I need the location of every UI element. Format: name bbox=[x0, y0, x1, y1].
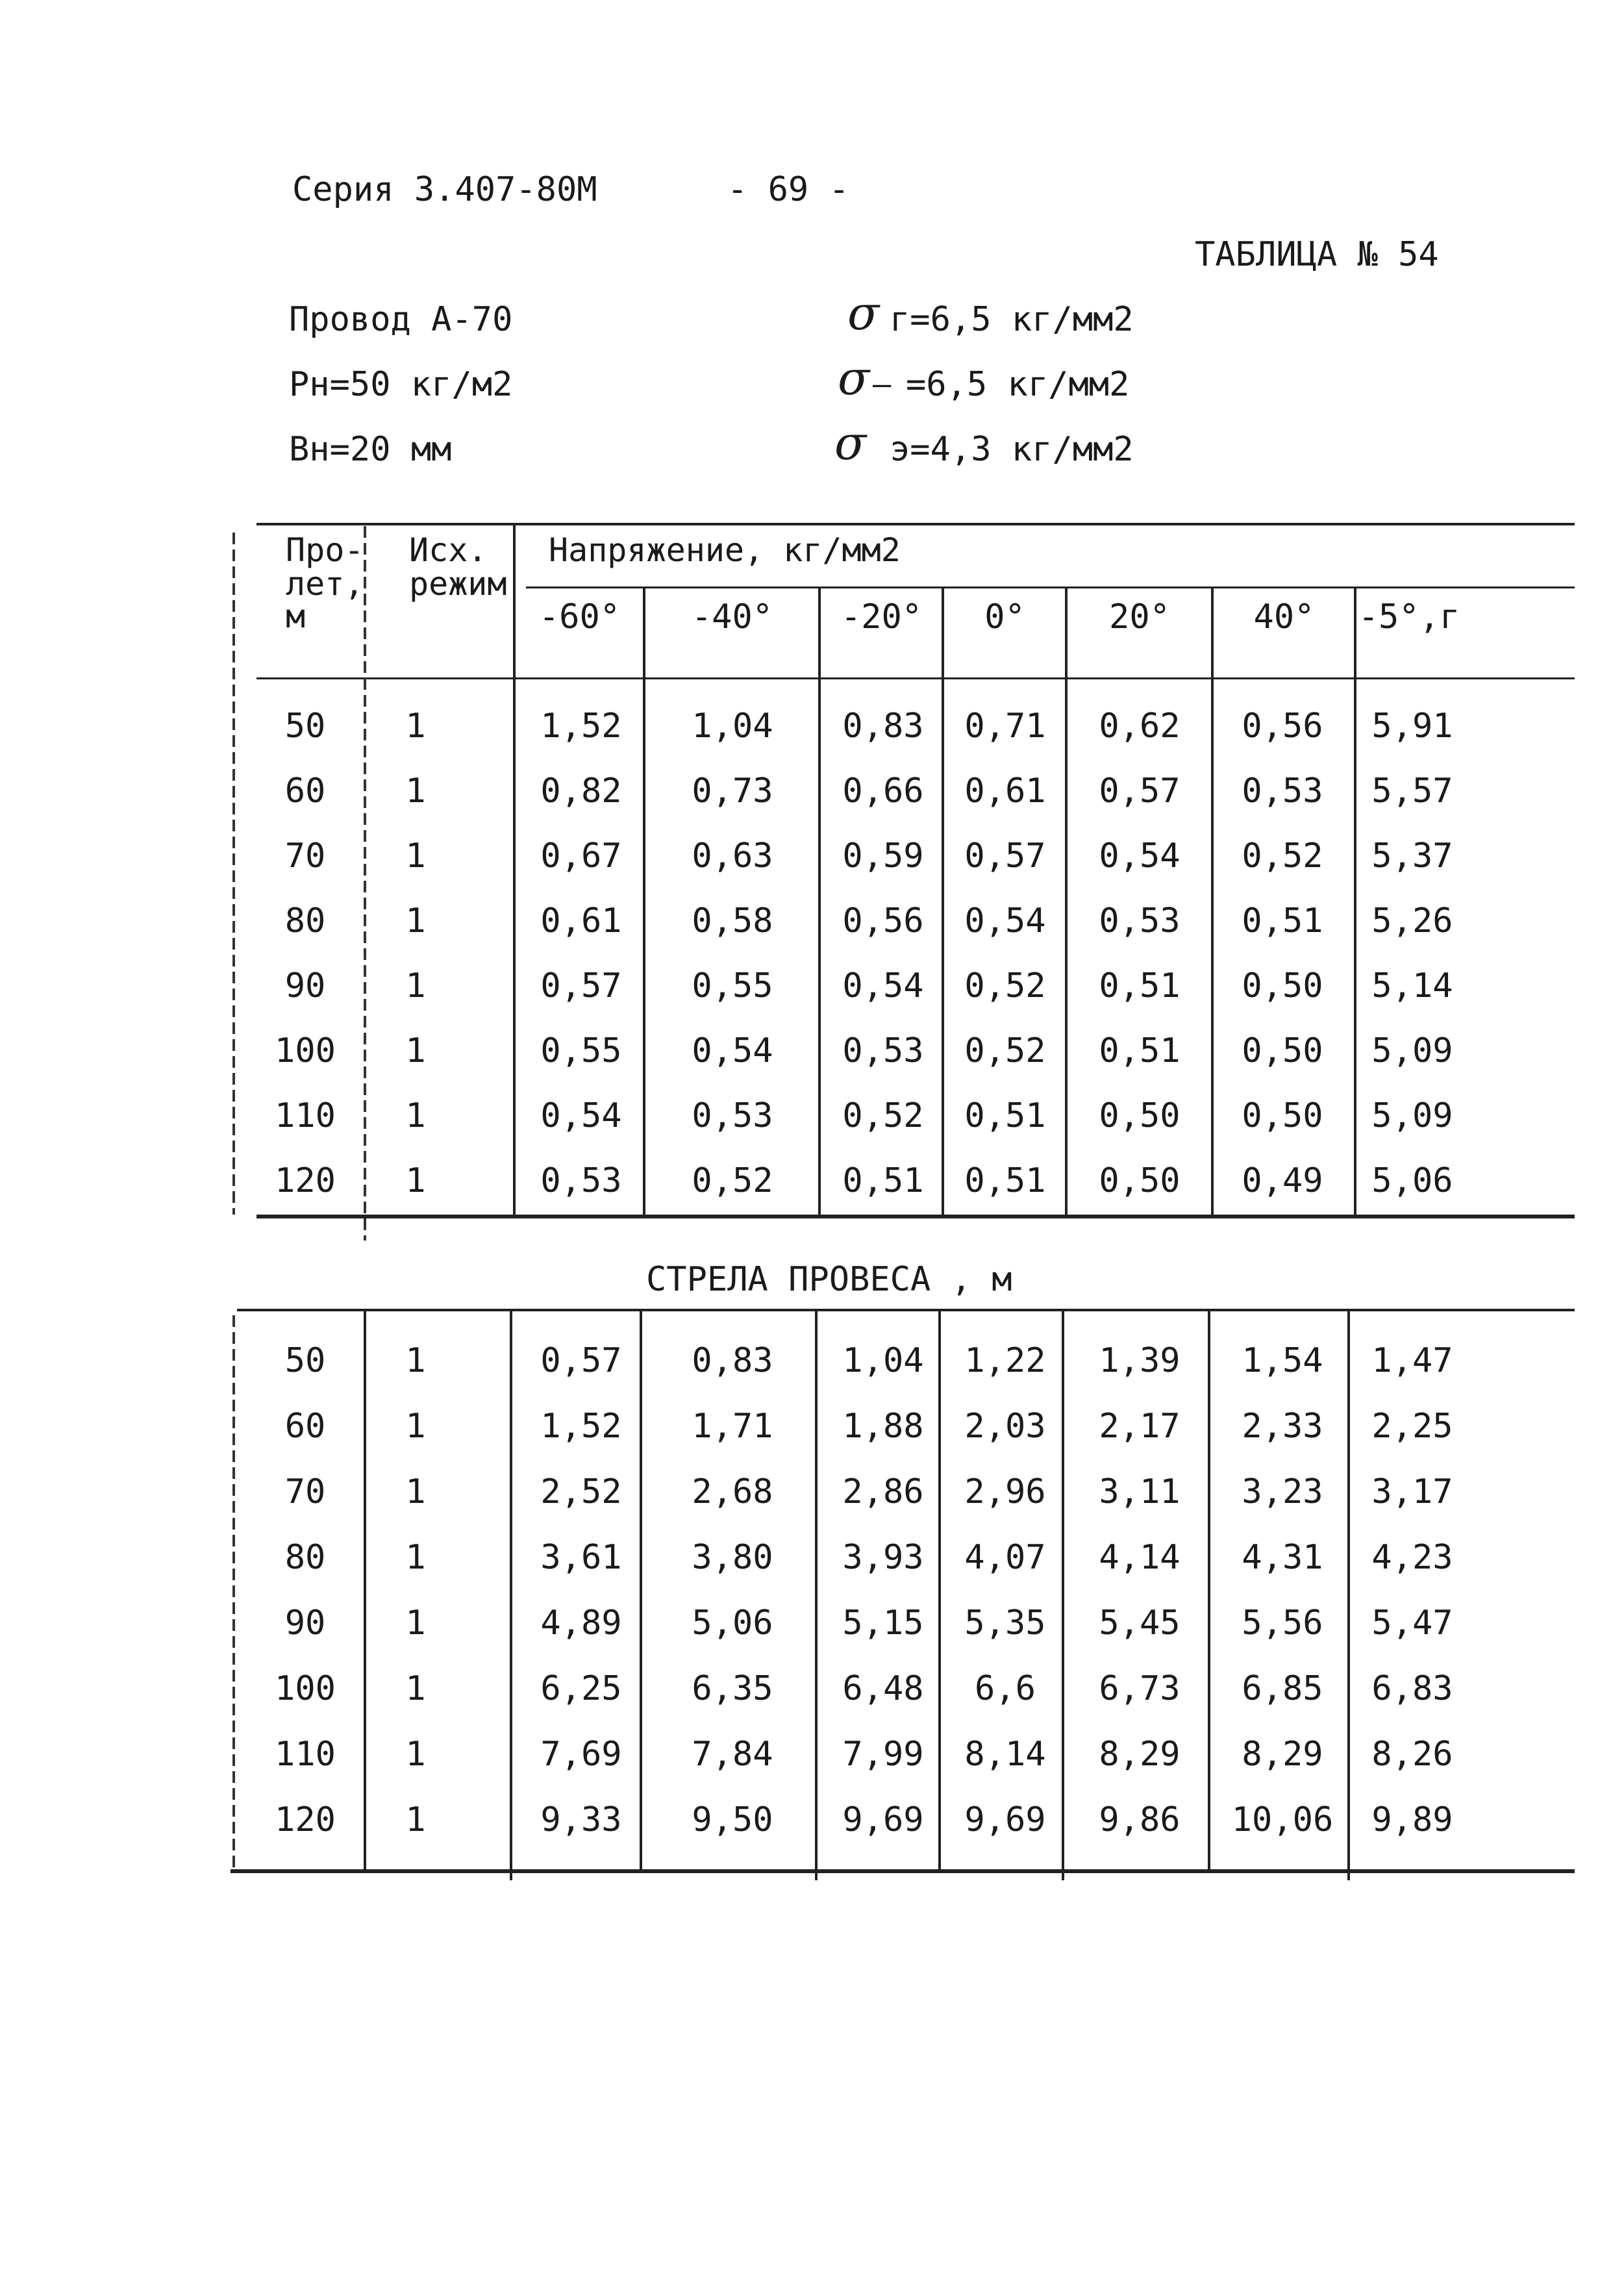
sag-value-cell: 9,50 bbox=[692, 1800, 773, 1839]
col-span-header: м bbox=[286, 598, 306, 635]
stress-value-cell: 0,82 bbox=[540, 772, 622, 811]
stress-value-cell: 0,58 bbox=[692, 902, 773, 940]
stress-mode-cell: 1 bbox=[405, 1096, 426, 1135]
sag-value-cell: 5,47 bbox=[1371, 1604, 1453, 1643]
stress-value-cell: 0,55 bbox=[540, 1031, 622, 1070]
temp-header: 40° bbox=[1253, 598, 1315, 637]
col-mode-header: Исх. bbox=[409, 531, 488, 569]
sag-value-cell: 1,39 bbox=[1099, 1341, 1181, 1380]
stress-value-cell: 5,57 bbox=[1371, 772, 1453, 811]
sag-value-cell: 9,69 bbox=[964, 1800, 1046, 1839]
stress-value-cell: 0,50 bbox=[1242, 1031, 1323, 1070]
sag-value-cell: 2,68 bbox=[692, 1472, 773, 1511]
stress-value-cell: 0,54 bbox=[1099, 837, 1181, 876]
sag-value-cell: 6,48 bbox=[842, 1669, 924, 1708]
page-number: - 69 - bbox=[727, 170, 849, 209]
sag-value-cell: 5,15 bbox=[842, 1604, 924, 1643]
sag-value-cell: 9,69 bbox=[842, 1800, 924, 1839]
sag-value-cell: 4,89 bbox=[540, 1604, 622, 1643]
stress-value-cell: 5,37 bbox=[1371, 837, 1453, 876]
stress-span-cell: 90 bbox=[284, 966, 326, 1005]
sag-mode-cell: 1 bbox=[405, 1604, 426, 1643]
stress-value-cell: 0,49 bbox=[1242, 1161, 1323, 1200]
temp-header: 0° bbox=[984, 598, 1025, 637]
sag-value-cell: 1,71 bbox=[692, 1407, 773, 1446]
sag-value-cell: 8,29 bbox=[1099, 1735, 1181, 1774]
sag-value-cell: 5,35 bbox=[964, 1604, 1046, 1643]
stress-mode-cell: 1 bbox=[405, 837, 426, 876]
sag-value-cell: 9,33 bbox=[540, 1800, 622, 1839]
sag-value-cell: 2,17 bbox=[1099, 1407, 1181, 1446]
sag-value-cell: 10,06 bbox=[1231, 1800, 1334, 1839]
stress-value-cell: 0,71 bbox=[964, 707, 1046, 746]
stress-value-cell: 5,06 bbox=[1371, 1161, 1453, 1200]
sag-span-cell: 80 bbox=[284, 1538, 326, 1577]
sigma-e-value: э=4,3 кг/мм2 bbox=[890, 430, 1134, 469]
sag-span-cell: 100 bbox=[275, 1669, 336, 1708]
stress-span-cell: 70 bbox=[284, 837, 326, 876]
stress-value-cell: 5,14 bbox=[1371, 966, 1453, 1005]
sag-value-cell: 7,69 bbox=[540, 1735, 622, 1774]
stress-value-cell: 5,09 bbox=[1371, 1031, 1453, 1070]
stress-title: Напряжение, кг/мм2 bbox=[549, 531, 901, 569]
stress-value-cell: 0,52 bbox=[842, 1096, 924, 1135]
temp-header: -20° bbox=[840, 598, 923, 637]
stress-span-cell: 120 bbox=[275, 1161, 336, 1200]
sag-value-cell: 3,23 bbox=[1242, 1472, 1323, 1511]
sag-value-cell: 2,25 bbox=[1371, 1407, 1453, 1446]
sag-value-cell: 6,83 bbox=[1371, 1669, 1453, 1708]
stress-span-cell: 110 bbox=[275, 1096, 336, 1135]
sag-span-cell: 70 bbox=[284, 1472, 326, 1511]
stress-value-cell: 0,50 bbox=[1099, 1161, 1181, 1200]
sag-mode-cell: 1 bbox=[405, 1800, 426, 1839]
sag-value-cell: 4,31 bbox=[1242, 1538, 1323, 1577]
stress-value-cell: 0,73 bbox=[692, 772, 773, 811]
stress-value-cell: 0,62 bbox=[1099, 707, 1181, 746]
sigma-symbol: σ₋ bbox=[838, 351, 895, 405]
stress-value-cell: 5,91 bbox=[1371, 707, 1453, 746]
stress-value-cell: 0,57 bbox=[540, 966, 622, 1005]
sag-value-cell: 5,06 bbox=[692, 1604, 773, 1643]
stress-value-cell: 0,56 bbox=[842, 902, 924, 940]
pn-label: Рн=50 кг/м2 bbox=[289, 365, 513, 404]
stress-mode-cell: 1 bbox=[405, 1031, 426, 1070]
sag-value-cell: 4,14 bbox=[1099, 1538, 1181, 1577]
stress-span-cell: 50 bbox=[284, 707, 326, 746]
temp-header: -60° bbox=[538, 598, 621, 637]
stress-value-cell: 0,51 bbox=[1099, 966, 1181, 1005]
sag-value-cell: 0,57 bbox=[540, 1341, 622, 1380]
table-label: ТАБЛИЦА № 54 bbox=[1195, 235, 1439, 274]
sag-value-cell: 7,99 bbox=[842, 1735, 924, 1774]
stress-span-cell: 60 bbox=[284, 772, 326, 811]
stress-span-cell: 100 bbox=[275, 1031, 336, 1070]
temp-header: 20° bbox=[1109, 598, 1170, 637]
stress-value-cell: 0,59 bbox=[842, 837, 924, 876]
sag-value-cell: 6,73 bbox=[1099, 1669, 1181, 1708]
stress-value-cell: 0,53 bbox=[842, 1031, 924, 1070]
stress-value-cell: 1,52 bbox=[540, 707, 622, 746]
sag-value-cell: 3,93 bbox=[842, 1538, 924, 1577]
stress-value-cell: 0,54 bbox=[692, 1031, 773, 1070]
stress-value-cell: 0,51 bbox=[1099, 1031, 1181, 1070]
stress-value-cell: 0,52 bbox=[692, 1161, 773, 1200]
sag-mode-cell: 1 bbox=[405, 1735, 426, 1774]
temp-header: -5°,г bbox=[1358, 598, 1460, 637]
stress-value-cell: 0,83 bbox=[842, 707, 924, 746]
stress-value-cell: 0,57 bbox=[964, 837, 1046, 876]
sag-value-cell: 4,23 bbox=[1371, 1538, 1453, 1577]
stress-value-cell: 5,26 bbox=[1371, 902, 1453, 940]
col-mode-header: режим bbox=[409, 565, 507, 603]
sag-value-cell: 1,22 bbox=[964, 1341, 1046, 1380]
sag-value-cell: 1,47 bbox=[1371, 1341, 1453, 1380]
sag-value-cell: 1,04 bbox=[842, 1341, 924, 1380]
sag-value-cell: 2,96 bbox=[964, 1472, 1046, 1511]
sag-value-cell: 3,80 bbox=[692, 1538, 773, 1577]
sag-span-cell: 50 bbox=[284, 1341, 326, 1380]
stress-value-cell: 0,51 bbox=[1242, 902, 1323, 940]
sigma-g-value: г=6,5 кг/мм2 bbox=[890, 300, 1134, 339]
col-span-header: лет, bbox=[286, 565, 364, 603]
stress-value-cell: 5,09 bbox=[1371, 1096, 1453, 1135]
stress-value-cell: 0,53 bbox=[540, 1161, 622, 1200]
sag-span-cell: 90 bbox=[284, 1604, 326, 1643]
stress-value-cell: 0,50 bbox=[1099, 1096, 1181, 1135]
sigma-symbol: σ bbox=[834, 416, 867, 470]
stress-value-cell: 0,55 bbox=[692, 966, 773, 1005]
sag-value-cell: 0,83 bbox=[692, 1341, 773, 1380]
col-span-header: Про- bbox=[286, 531, 364, 569]
sag-mode-cell: 1 bbox=[405, 1538, 426, 1577]
sag-mode-cell: 1 bbox=[405, 1341, 426, 1380]
wire-label: Провод А-70 bbox=[289, 300, 513, 339]
stress-value-cell: 0,54 bbox=[842, 966, 924, 1005]
sigma-symbol: σ bbox=[847, 286, 880, 340]
sag-value-cell: 7,84 bbox=[692, 1735, 773, 1774]
stress-value-cell: 0,66 bbox=[842, 772, 924, 811]
stress-value-cell: 0,63 bbox=[692, 837, 773, 876]
stress-value-cell: 0,51 bbox=[964, 1161, 1046, 1200]
stress-mode-cell: 1 bbox=[405, 902, 426, 940]
sag-value-cell: 2,86 bbox=[842, 1472, 924, 1511]
stress-value-cell: 0,57 bbox=[1099, 772, 1181, 811]
stress-value-cell: 0,54 bbox=[964, 902, 1046, 940]
stress-value-cell: 0,61 bbox=[540, 902, 622, 940]
sag-value-cell: 5,45 bbox=[1099, 1604, 1181, 1643]
sag-value-cell: 8,26 bbox=[1371, 1735, 1453, 1774]
sag-value-cell: 3,11 bbox=[1099, 1472, 1181, 1511]
stress-value-cell: 0,61 bbox=[964, 772, 1046, 811]
sag-value-cell: 6,35 bbox=[692, 1669, 773, 1708]
stress-value-cell: 0,52 bbox=[964, 1031, 1046, 1070]
sag-value-cell: 6,25 bbox=[540, 1669, 622, 1708]
sag-value-cell: 1,52 bbox=[540, 1407, 622, 1446]
stress-mode-cell: 1 bbox=[405, 1161, 426, 1200]
sag-value-cell: 2,03 bbox=[964, 1407, 1046, 1446]
series-label: Серия 3.407-80М bbox=[292, 170, 597, 209]
stress-value-cell: 0,51 bbox=[842, 1161, 924, 1200]
sag-value-cell: 5,56 bbox=[1242, 1604, 1323, 1643]
sag-title: СТРЕЛА ПРОВЕСА , м bbox=[646, 1260, 1012, 1299]
sag-value-cell: 6,6 bbox=[975, 1669, 1036, 1708]
sag-mode-cell: 1 bbox=[405, 1407, 426, 1446]
sag-value-cell: 9,89 bbox=[1371, 1800, 1453, 1839]
temp-header: -40° bbox=[691, 598, 773, 637]
stress-value-cell: 0,52 bbox=[1242, 837, 1323, 876]
sag-value-cell: 8,14 bbox=[964, 1735, 1046, 1774]
sag-mode-cell: 1 bbox=[405, 1669, 426, 1708]
sag-value-cell: 3,61 bbox=[540, 1538, 622, 1577]
stress-value-cell: 0,53 bbox=[1242, 772, 1323, 811]
stress-value-cell: 0,67 bbox=[540, 837, 622, 876]
sag-value-cell: 2,33 bbox=[1242, 1407, 1323, 1446]
sag-value-cell: 2,52 bbox=[540, 1472, 622, 1511]
sag-value-cell: 9,86 bbox=[1099, 1800, 1181, 1839]
stress-span-cell: 80 bbox=[284, 902, 326, 940]
stress-value-cell: 0,51 bbox=[964, 1096, 1046, 1135]
stress-value-cell: 0,54 bbox=[540, 1096, 622, 1135]
stress-value-cell: 0,56 bbox=[1242, 707, 1323, 746]
bn-label: Вн=20 мм bbox=[289, 430, 452, 469]
sag-mode-cell: 1 bbox=[405, 1472, 426, 1511]
sag-value-cell: 3,17 bbox=[1371, 1472, 1453, 1511]
sag-span-cell: 110 bbox=[275, 1735, 336, 1774]
stress-mode-cell: 1 bbox=[405, 772, 426, 811]
stress-value-cell: 0,52 bbox=[964, 966, 1046, 1005]
sigma-minus-value: =6,5 кг/мм2 bbox=[906, 365, 1130, 404]
stress-value-cell: 0,53 bbox=[692, 1096, 773, 1135]
sag-value-cell: 1,88 bbox=[842, 1407, 924, 1446]
sag-value-cell: 6,85 bbox=[1242, 1669, 1323, 1708]
sag-value-cell: 1,54 bbox=[1242, 1341, 1323, 1380]
stress-value-cell: 1,04 bbox=[692, 707, 773, 746]
stress-mode-cell: 1 bbox=[405, 966, 426, 1005]
sag-span-cell: 120 bbox=[275, 1800, 336, 1839]
sag-span-cell: 60 bbox=[284, 1407, 326, 1446]
stress-mode-cell: 1 bbox=[405, 707, 426, 746]
sag-value-cell: 8,29 bbox=[1242, 1735, 1323, 1774]
stress-value-cell: 0,53 bbox=[1099, 902, 1181, 940]
stress-value-cell: 0,50 bbox=[1242, 1096, 1323, 1135]
sag-value-cell: 4,07 bbox=[964, 1538, 1046, 1577]
stress-value-cell: 0,50 bbox=[1242, 966, 1323, 1005]
